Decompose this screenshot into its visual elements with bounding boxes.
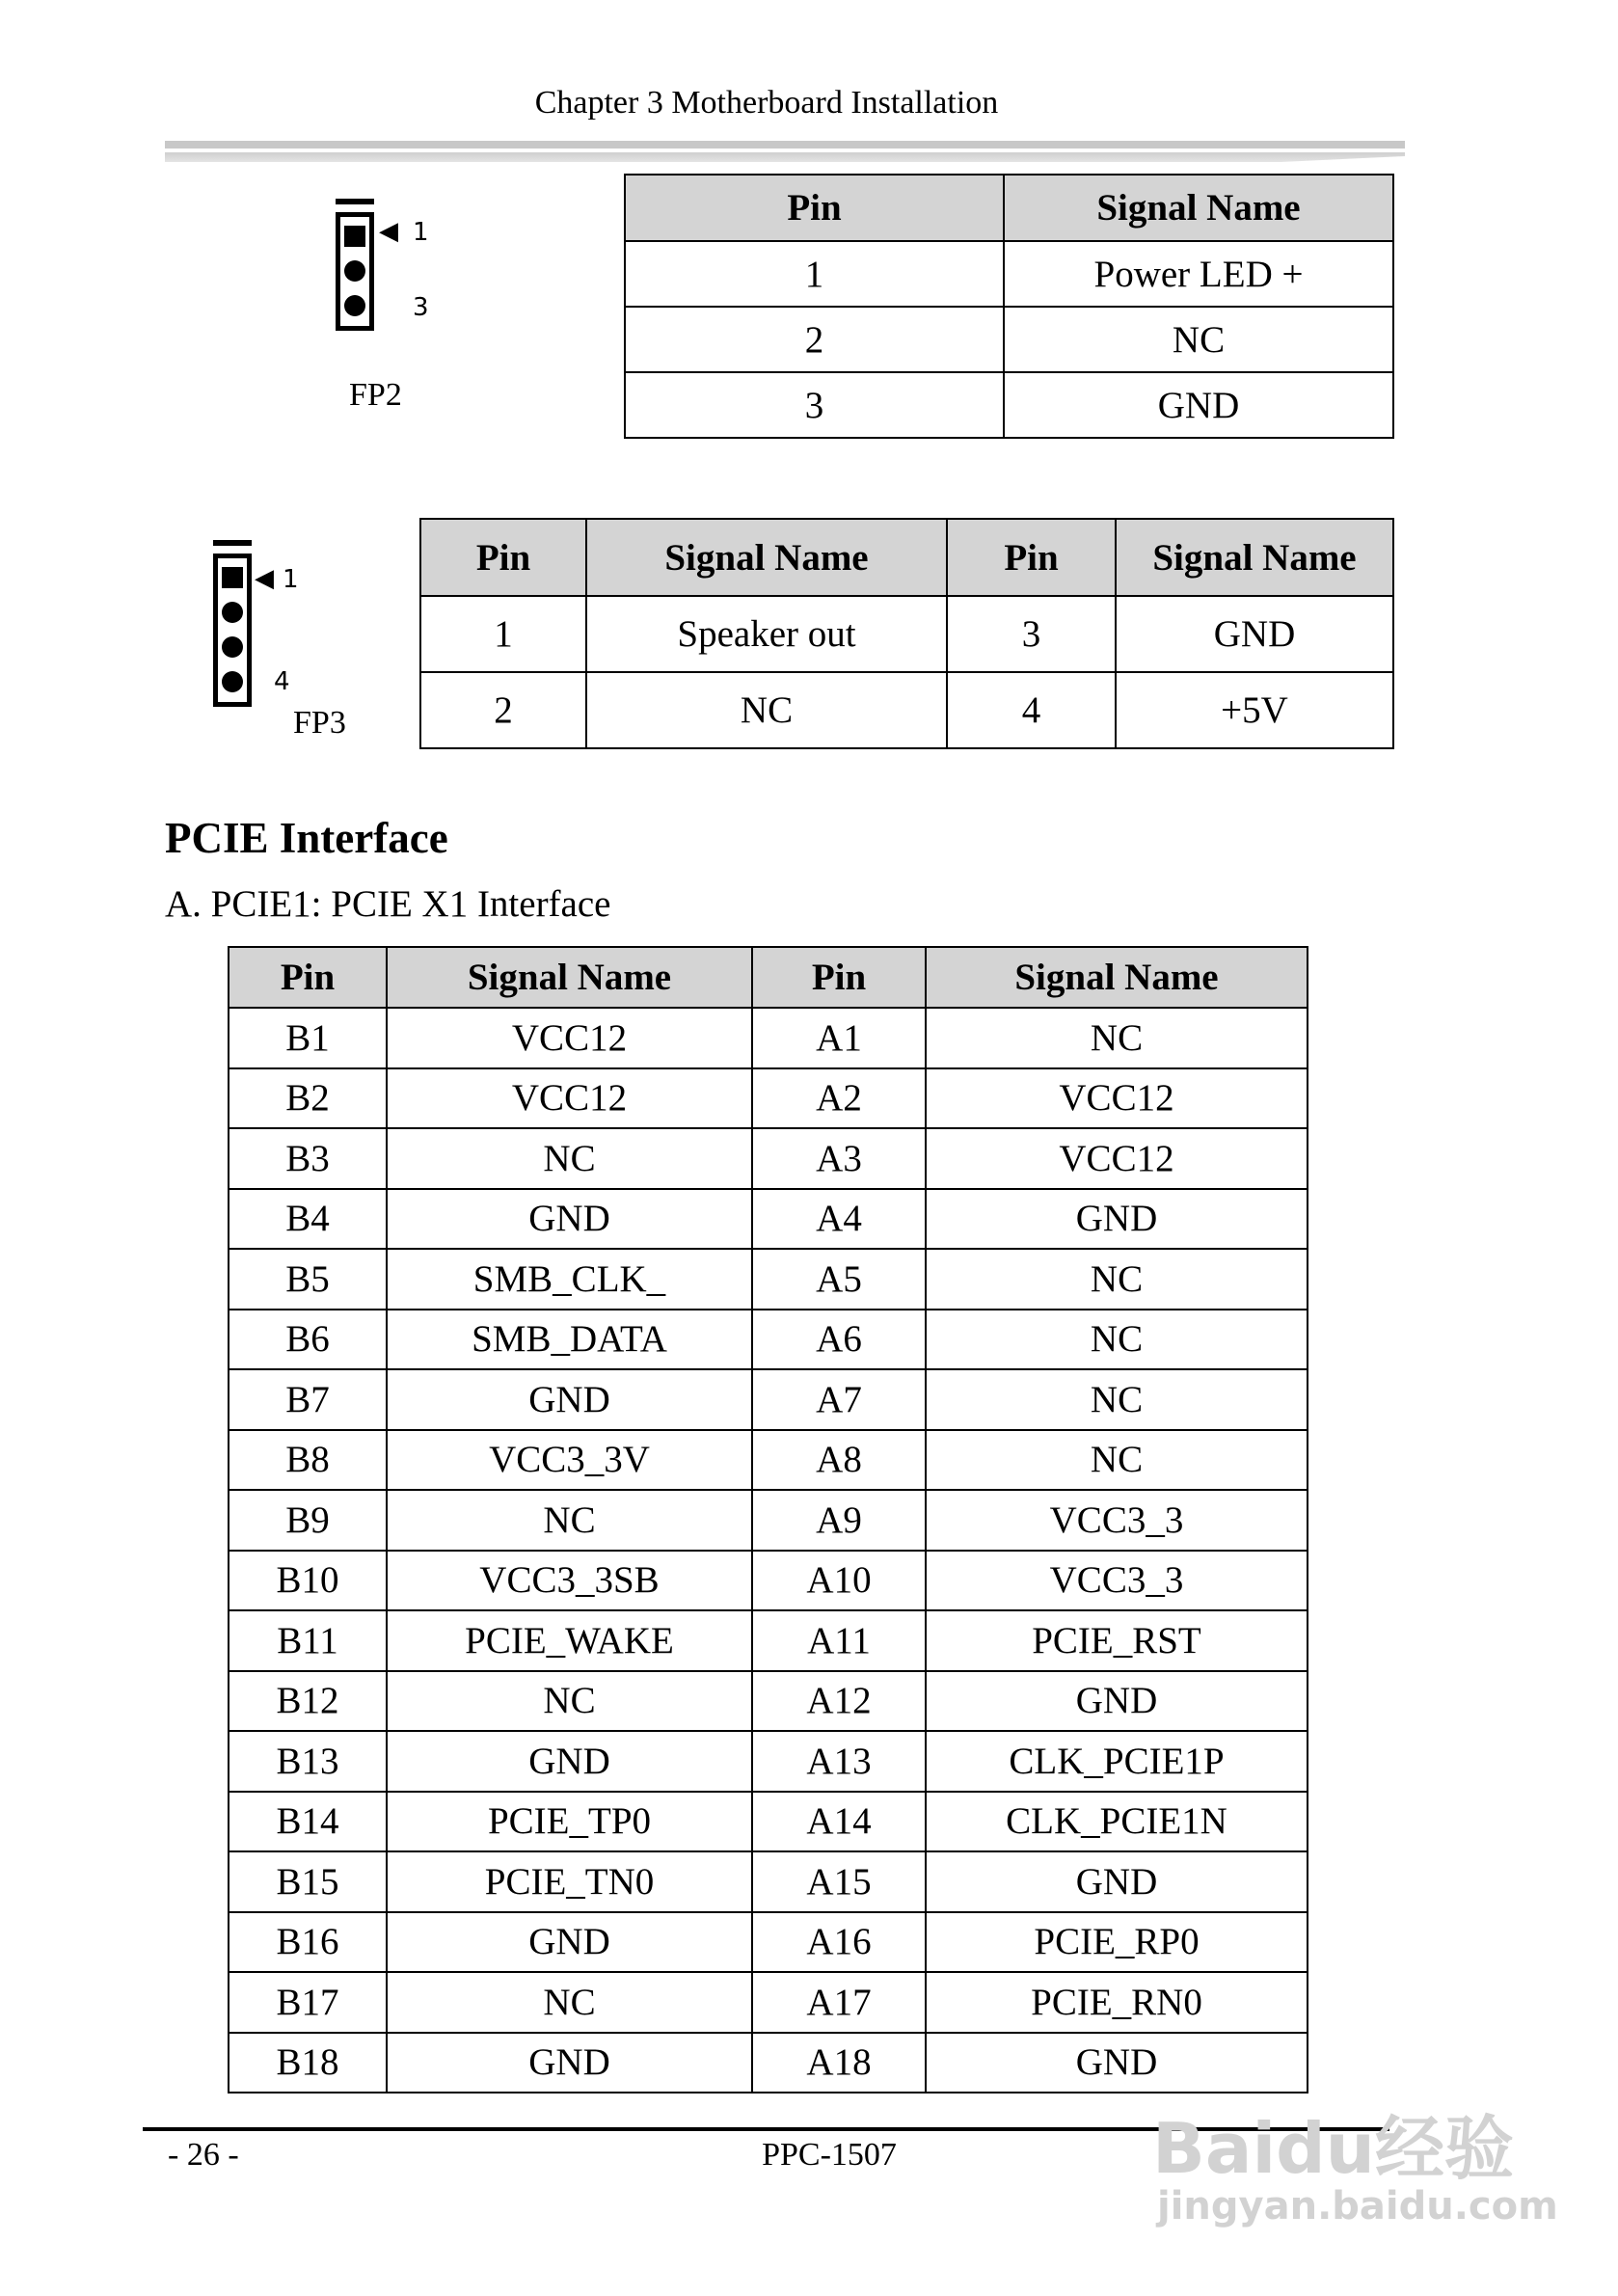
table-row	[229, 1369, 1308, 1430]
signal-cell: Speaker out	[586, 596, 947, 672]
signal-cell: PCIE_WAKE	[387, 1610, 752, 1671]
table-row	[229, 1249, 1308, 1310]
pin-cell: B6	[229, 1310, 387, 1370]
signal-cell: GND	[926, 2033, 1308, 2093]
column-header: Signal Name	[387, 947, 752, 1008]
table-row	[420, 596, 1393, 672]
pin-cell: B12	[229, 1671, 387, 1732]
signal-cell: GND	[1116, 596, 1393, 672]
pin1-arrow-icon: ◀	[379, 217, 398, 246]
signal-cell: NC	[926, 1008, 1308, 1068]
table-row	[229, 1310, 1308, 1370]
pin-cell: B9	[229, 1490, 387, 1551]
table-row	[625, 372, 1393, 438]
signal-cell: GND	[1004, 372, 1393, 438]
pcie-pin-table	[228, 946, 1308, 2093]
fp2-pin-first: 1	[413, 218, 429, 247]
table-row	[229, 1008, 1308, 1068]
section-subtitle: A. PCIE1: PCIE X1 Interface	[165, 883, 611, 925]
pin-cell: B14	[229, 1792, 387, 1852]
header-rule-shadow	[165, 152, 1405, 162]
signal-cell: NC	[586, 672, 947, 748]
pin-cell: A17	[752, 1972, 926, 2033]
pin-cell: A7	[752, 1369, 926, 1430]
table-row	[229, 1731, 1308, 1792]
column-header: Signal Name	[586, 519, 947, 596]
pin-cell: A16	[752, 1912, 926, 1973]
signal-cell: VCC3_3	[926, 1551, 1308, 1611]
pin-cell: A13	[752, 1731, 926, 1792]
pin-cell: B2	[229, 1068, 387, 1129]
fp3-label: FP3	[293, 705, 346, 741]
watermark-url: jingyan.baidu.com	[1157, 2184, 1558, 2228]
signal-cell: NC	[926, 1249, 1308, 1310]
signal-cell: GND	[387, 1189, 752, 1250]
signal-cell: VCC12	[387, 1068, 752, 1129]
table-row	[229, 2033, 1308, 2093]
pin-cell: B18	[229, 2033, 387, 2093]
table-row	[229, 1128, 1308, 1189]
pin-cell: A18	[752, 2033, 926, 2093]
chapter-header: Chapter 3 Motherboard Installation	[534, 85, 999, 121]
signal-cell: Power LED +	[1004, 241, 1393, 307]
pin-cell: B16	[229, 1912, 387, 1973]
signal-cell: PCIE_RN0	[926, 1972, 1308, 2033]
signal-cell: NC	[926, 1310, 1308, 1370]
signal-cell: VCC12	[387, 1008, 752, 1068]
model-name: PPC-1507	[762, 2137, 897, 2173]
table-row	[229, 1189, 1308, 1250]
pin-cell: B5	[229, 1249, 387, 1310]
pin-cell: A9	[752, 1490, 926, 1551]
watermark-logo: Baidu经验	[1152, 2108, 1514, 2189]
pin-cell: B8	[229, 1430, 387, 1491]
pin-cell: 4	[947, 672, 1116, 748]
table-row	[229, 1792, 1308, 1852]
section-title: PCIE Interface	[165, 814, 448, 862]
table-row	[229, 1068, 1308, 1129]
pin-cell: A11	[752, 1610, 926, 1671]
signal-cell: VCC12	[926, 1128, 1308, 1189]
signal-cell: PCIE_RP0	[926, 1912, 1308, 1973]
pin-cell: A14	[752, 1792, 926, 1852]
signal-cell: NC	[387, 1671, 752, 1732]
pin-cell: A5	[752, 1249, 926, 1310]
fp2-pin-last: 3	[413, 293, 429, 322]
signal-cell: VCC3_3SB	[387, 1551, 752, 1611]
signal-cell: GND	[387, 1912, 752, 1973]
signal-cell: PCIE_TN0	[387, 1851, 752, 1912]
signal-cell: NC	[387, 1490, 752, 1551]
header-rule	[165, 141, 1405, 149]
pin-cell: B10	[229, 1551, 387, 1611]
signal-cell: SMB_DATA	[387, 1310, 752, 1370]
pin-cell: A15	[752, 1851, 926, 1912]
signal-cell: NC	[926, 1430, 1308, 1491]
fp2-label: FP2	[349, 377, 402, 413]
signal-cell: NC	[387, 1972, 752, 2033]
table-row	[229, 1851, 1308, 1912]
table-row	[229, 1430, 1308, 1491]
signal-cell: GND	[387, 1369, 752, 1430]
signal-cell: VCC12	[926, 1068, 1308, 1129]
column-header: Pin	[420, 519, 586, 596]
signal-cell: CLK_PCIE1P	[926, 1731, 1308, 1792]
pin-cell: A10	[752, 1551, 926, 1611]
pin-cell: B3	[229, 1128, 387, 1189]
pin-cell: A4	[752, 1189, 926, 1250]
table-row	[420, 672, 1393, 748]
column-header: Pin	[229, 947, 387, 1008]
pin-cell: A8	[752, 1430, 926, 1491]
fp3-connector-icon	[213, 540, 252, 707]
signal-cell: NC	[387, 1128, 752, 1189]
table-row	[229, 1671, 1308, 1732]
pin-cell: A1	[752, 1008, 926, 1068]
table-row	[229, 1972, 1308, 2033]
pin1-arrow-icon: ◀	[255, 564, 274, 593]
signal-cell: VCC3_3V	[387, 1430, 752, 1491]
pin-cell: 2	[420, 672, 586, 748]
column-header: Pin	[752, 947, 926, 1008]
pin-cell: A2	[752, 1068, 926, 1129]
fp2-pin-table	[624, 174, 1394, 439]
table-row	[229, 1490, 1308, 1551]
column-header: Signal Name	[926, 947, 1308, 1008]
page-number: - 26 -	[168, 2137, 239, 2173]
column-header: Pin	[947, 519, 1116, 596]
signal-cell: NC	[1004, 307, 1393, 372]
signal-cell: SMB_CLK_	[387, 1249, 752, 1310]
signal-cell: GND	[926, 1671, 1308, 1732]
pin-cell: A6	[752, 1310, 926, 1370]
table-row	[625, 241, 1393, 307]
pin-cell: B17	[229, 1972, 387, 2033]
pin-cell: B4	[229, 1189, 387, 1250]
table-row	[229, 1610, 1308, 1671]
signal-cell: NC	[926, 1369, 1308, 1430]
pin-cell: B1	[229, 1008, 387, 1068]
pin-cell: B7	[229, 1369, 387, 1430]
pin-cell: 3	[625, 372, 1004, 438]
column-header: Signal Name	[1004, 175, 1393, 241]
pin-cell: 1	[420, 596, 586, 672]
signal-cell: +5V	[1116, 672, 1393, 748]
signal-cell: PCIE_TP0	[387, 1792, 752, 1852]
signal-cell: GND	[926, 1189, 1308, 1250]
signal-cell: GND	[387, 1731, 752, 1792]
signal-cell: GND	[926, 1851, 1308, 1912]
table-row	[229, 1912, 1308, 1973]
pin-cell: B15	[229, 1851, 387, 1912]
fp2-connector-icon	[336, 199, 374, 331]
signal-cell: CLK_PCIE1N	[926, 1792, 1308, 1852]
pin-cell: A12	[752, 1671, 926, 1732]
signal-cell: PCIE_RST	[926, 1610, 1308, 1671]
pin-cell: A3	[752, 1128, 926, 1189]
fp3-pin-table	[419, 518, 1394, 749]
column-header: Pin	[625, 175, 1004, 241]
pin-cell: B13	[229, 1731, 387, 1792]
signal-cell: VCC3_3	[926, 1490, 1308, 1551]
table-row	[625, 307, 1393, 372]
column-header: Signal Name	[1116, 519, 1393, 596]
fp3-pin-first: 1	[283, 565, 299, 594]
pin-cell: 3	[947, 596, 1116, 672]
signal-cell: GND	[387, 2033, 752, 2093]
pin-cell: 1	[625, 241, 1004, 307]
table-row	[229, 1551, 1308, 1611]
pin-cell: B11	[229, 1610, 387, 1671]
pin-cell: 2	[625, 307, 1004, 372]
fp3-pin-last: 4	[274, 667, 290, 696]
